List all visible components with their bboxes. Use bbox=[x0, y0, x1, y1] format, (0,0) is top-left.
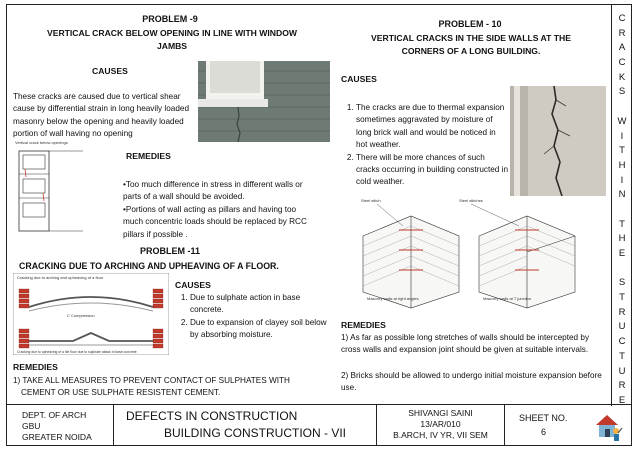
sidebar-letter: A bbox=[618, 42, 626, 54]
sidebar-letter: H bbox=[618, 159, 626, 171]
problem10-cause1: 1. The cracks are due to thermal expansion sometimes aggravated by moisture of long brick wall and would be noticed in hot weather. bbox=[356, 102, 508, 152]
problem11-causes-list bbox=[175, 292, 335, 342]
sidebar-letter: H bbox=[618, 233, 626, 245]
problem11-cause1: 1. Due to sulphate action in base concrete. bbox=[190, 292, 335, 317]
footer-author-course: B.ARCH, IV YR, VII SEM bbox=[393, 430, 488, 440]
sidebar-letter: C bbox=[618, 13, 626, 24]
problem9-causes-text: These cracks are caused due to vertical shear cause by differential strain in long heavily loaded masonry below the opening and heavily loaded portion of wall having no opening bbox=[13, 92, 189, 139]
sidebar-title bbox=[611, 4, 632, 406]
sidebar-letter: R bbox=[618, 380, 626, 392]
sidebar-letter: U bbox=[618, 321, 626, 333]
problem11-heading: PROBLEM -11 bbox=[139, 246, 200, 256]
sidebar-letter: T bbox=[619, 350, 625, 362]
sidebar-letter: T bbox=[619, 218, 625, 230]
problem10-remedies-heading: REMEDIES bbox=[341, 320, 386, 330]
footer-dept-line2: GBU bbox=[22, 421, 41, 431]
floor-arching-figure bbox=[13, 273, 169, 355]
footer-author bbox=[377, 405, 505, 446]
problem10-title-line2: CORNERS OF A LONG BUILDING. bbox=[401, 46, 541, 56]
sidebar-letter: W bbox=[617, 115, 627, 127]
footer-title-line2: BUILDING CONSTRUCTION - VII bbox=[164, 426, 347, 440]
problem11-remedy-line1: 1) TAKE ALL MEASURES TO PREVENT CONTACT OF SULPHATES WITH bbox=[13, 376, 290, 385]
problem10-causes-heading: CAUSES bbox=[341, 74, 377, 84]
sidebar-letter: N bbox=[618, 189, 626, 201]
problem9-remedies-heading: REMEDIES bbox=[126, 151, 171, 161]
sidebar-letter bbox=[612, 99, 632, 114]
sidebar-letter bbox=[612, 261, 632, 276]
sidebar-letter: C bbox=[618, 57, 626, 69]
sidebar-letter: S bbox=[618, 86, 626, 98]
wall-crack-photo bbox=[510, 86, 606, 196]
problem11-remedy-line2: CEMENT OR USE SULPHATE RESISTENT CEMENT. bbox=[21, 387, 221, 397]
problem10-cause2: 2. There will be more chances of such cracks occurring in building constructed in cold weather. bbox=[356, 152, 508, 189]
sidebar-letter: E bbox=[618, 394, 626, 406]
footer-author-name: SHIVANGI SAINI bbox=[408, 408, 473, 418]
footer-dept-line3: GREATER NOIDA bbox=[22, 432, 92, 442]
problem9-causes-heading: CAUSES bbox=[92, 66, 128, 76]
problem10-title bbox=[338, 32, 604, 58]
sidebar-letter: E bbox=[618, 248, 626, 259]
problem9-heading: PROBLEM -9 bbox=[142, 14, 198, 24]
sidebar-letter: S bbox=[618, 277, 626, 289]
problem9-title bbox=[14, 27, 330, 53]
problem11-cause2: 2. Due to expansion of clayey soil below by absorbing moisture. bbox=[190, 317, 335, 342]
svg-text:Vertical crack below openings: Vertical crack below openings bbox=[15, 140, 68, 145]
sidebar-letter: K bbox=[618, 71, 626, 83]
problem11-causes-heading: CAUSES bbox=[175, 280, 211, 290]
sidebar-letter: T bbox=[619, 292, 625, 304]
footer-dept-line1: DEPT. OF ARCH bbox=[22, 410, 87, 420]
sidebar-letter: U bbox=[618, 365, 626, 377]
diagram-label-t-junction: Masonry walls at T junction bbox=[483, 296, 532, 301]
problem10-remedy2: 2) Bricks should be allowed to undergo initial moisture expansion before use. bbox=[341, 371, 602, 393]
window-crack-photo-graphic bbox=[198, 61, 330, 142]
diagram-label-right-angles: Masonry walls at right angles bbox=[367, 296, 419, 301]
footer-dept bbox=[6, 405, 114, 446]
problem10-remedy1: 1) As far as possible long stretches of walls should be intercepted by cross walls and expansion joint should be given at suitable intervals. bbox=[341, 333, 590, 355]
window-crack-photo bbox=[198, 61, 330, 142]
sidebar-letter: I bbox=[620, 174, 624, 186]
sidebar-letter: I bbox=[620, 130, 624, 142]
fig-caption-top: Cracking due to arching and upheaving of a floor bbox=[17, 275, 104, 280]
footer-title-line1: DEFECTS IN CONSTRUCTION bbox=[126, 409, 298, 423]
fig-label-compression: C Compression bbox=[67, 313, 95, 318]
elevation-sketch-graphic bbox=[13, 139, 87, 233]
sidebar-letter: R bbox=[618, 306, 626, 318]
elevation-sketch bbox=[13, 139, 87, 233]
floor-arching-figure-graphic bbox=[13, 273, 169, 355]
problem9-title-line1: VERTICAL CRACK BELOW OPENING IN LINE WITH WINDOW bbox=[46, 28, 297, 38]
problem11-title: CRACKING DUE TO ARCHING AND UPHEAVING OF A FLOOR. bbox=[19, 261, 279, 271]
problem11-remedies-heading: REMEDIES bbox=[13, 362, 58, 372]
sheet-label: SHEET NO. bbox=[519, 413, 568, 423]
footer bbox=[6, 404, 632, 446]
footer-sheet bbox=[505, 405, 588, 446]
diagram-label-steel-stitch: Steel stitch bbox=[361, 198, 381, 203]
fig-caption-bottom: Cracking due to upheaving of a tile floor due to sulphate attack in base concrete bbox=[17, 350, 137, 354]
house-repair-icon bbox=[590, 409, 624, 443]
problem9-remedy2: •Portions of wall acting as pillars and having too much concentric loads should be replaced by RCC pillars if possible . bbox=[123, 205, 307, 239]
problem10-causes-list bbox=[341, 102, 508, 189]
sidebar-letters bbox=[612, 11, 632, 408]
problem9-remedy1: •Too much difference in stress in different walls or parts of a wall should be avoided. bbox=[123, 180, 303, 202]
diagram-label-steel-stitches: Steel stitches bbox=[459, 198, 483, 203]
problem10-title-line1: VERTICAL CRACKS IN THE SIDE WALLS AT THE bbox=[371, 33, 571, 43]
sheet-number: 6 bbox=[541, 427, 547, 437]
problem10-heading: PROBLEM - 10 bbox=[438, 19, 502, 29]
footer-author-roll: 13/AR/010 bbox=[420, 419, 461, 429]
problem9-title-line2: JAMBS bbox=[156, 41, 188, 51]
sidebar-letter: C bbox=[618, 336, 626, 348]
sidebar-letter: R bbox=[618, 27, 626, 39]
problem11-remedy bbox=[13, 375, 313, 398]
wall-crack-photo-graphic bbox=[510, 86, 606, 196]
footer-title bbox=[114, 405, 377, 446]
steel-stitch-diagram bbox=[359, 196, 587, 309]
sidebar-letter: T bbox=[619, 145, 625, 157]
sidebar-letter bbox=[612, 202, 632, 217]
steel-stitch-diagram-graphic bbox=[359, 196, 587, 309]
